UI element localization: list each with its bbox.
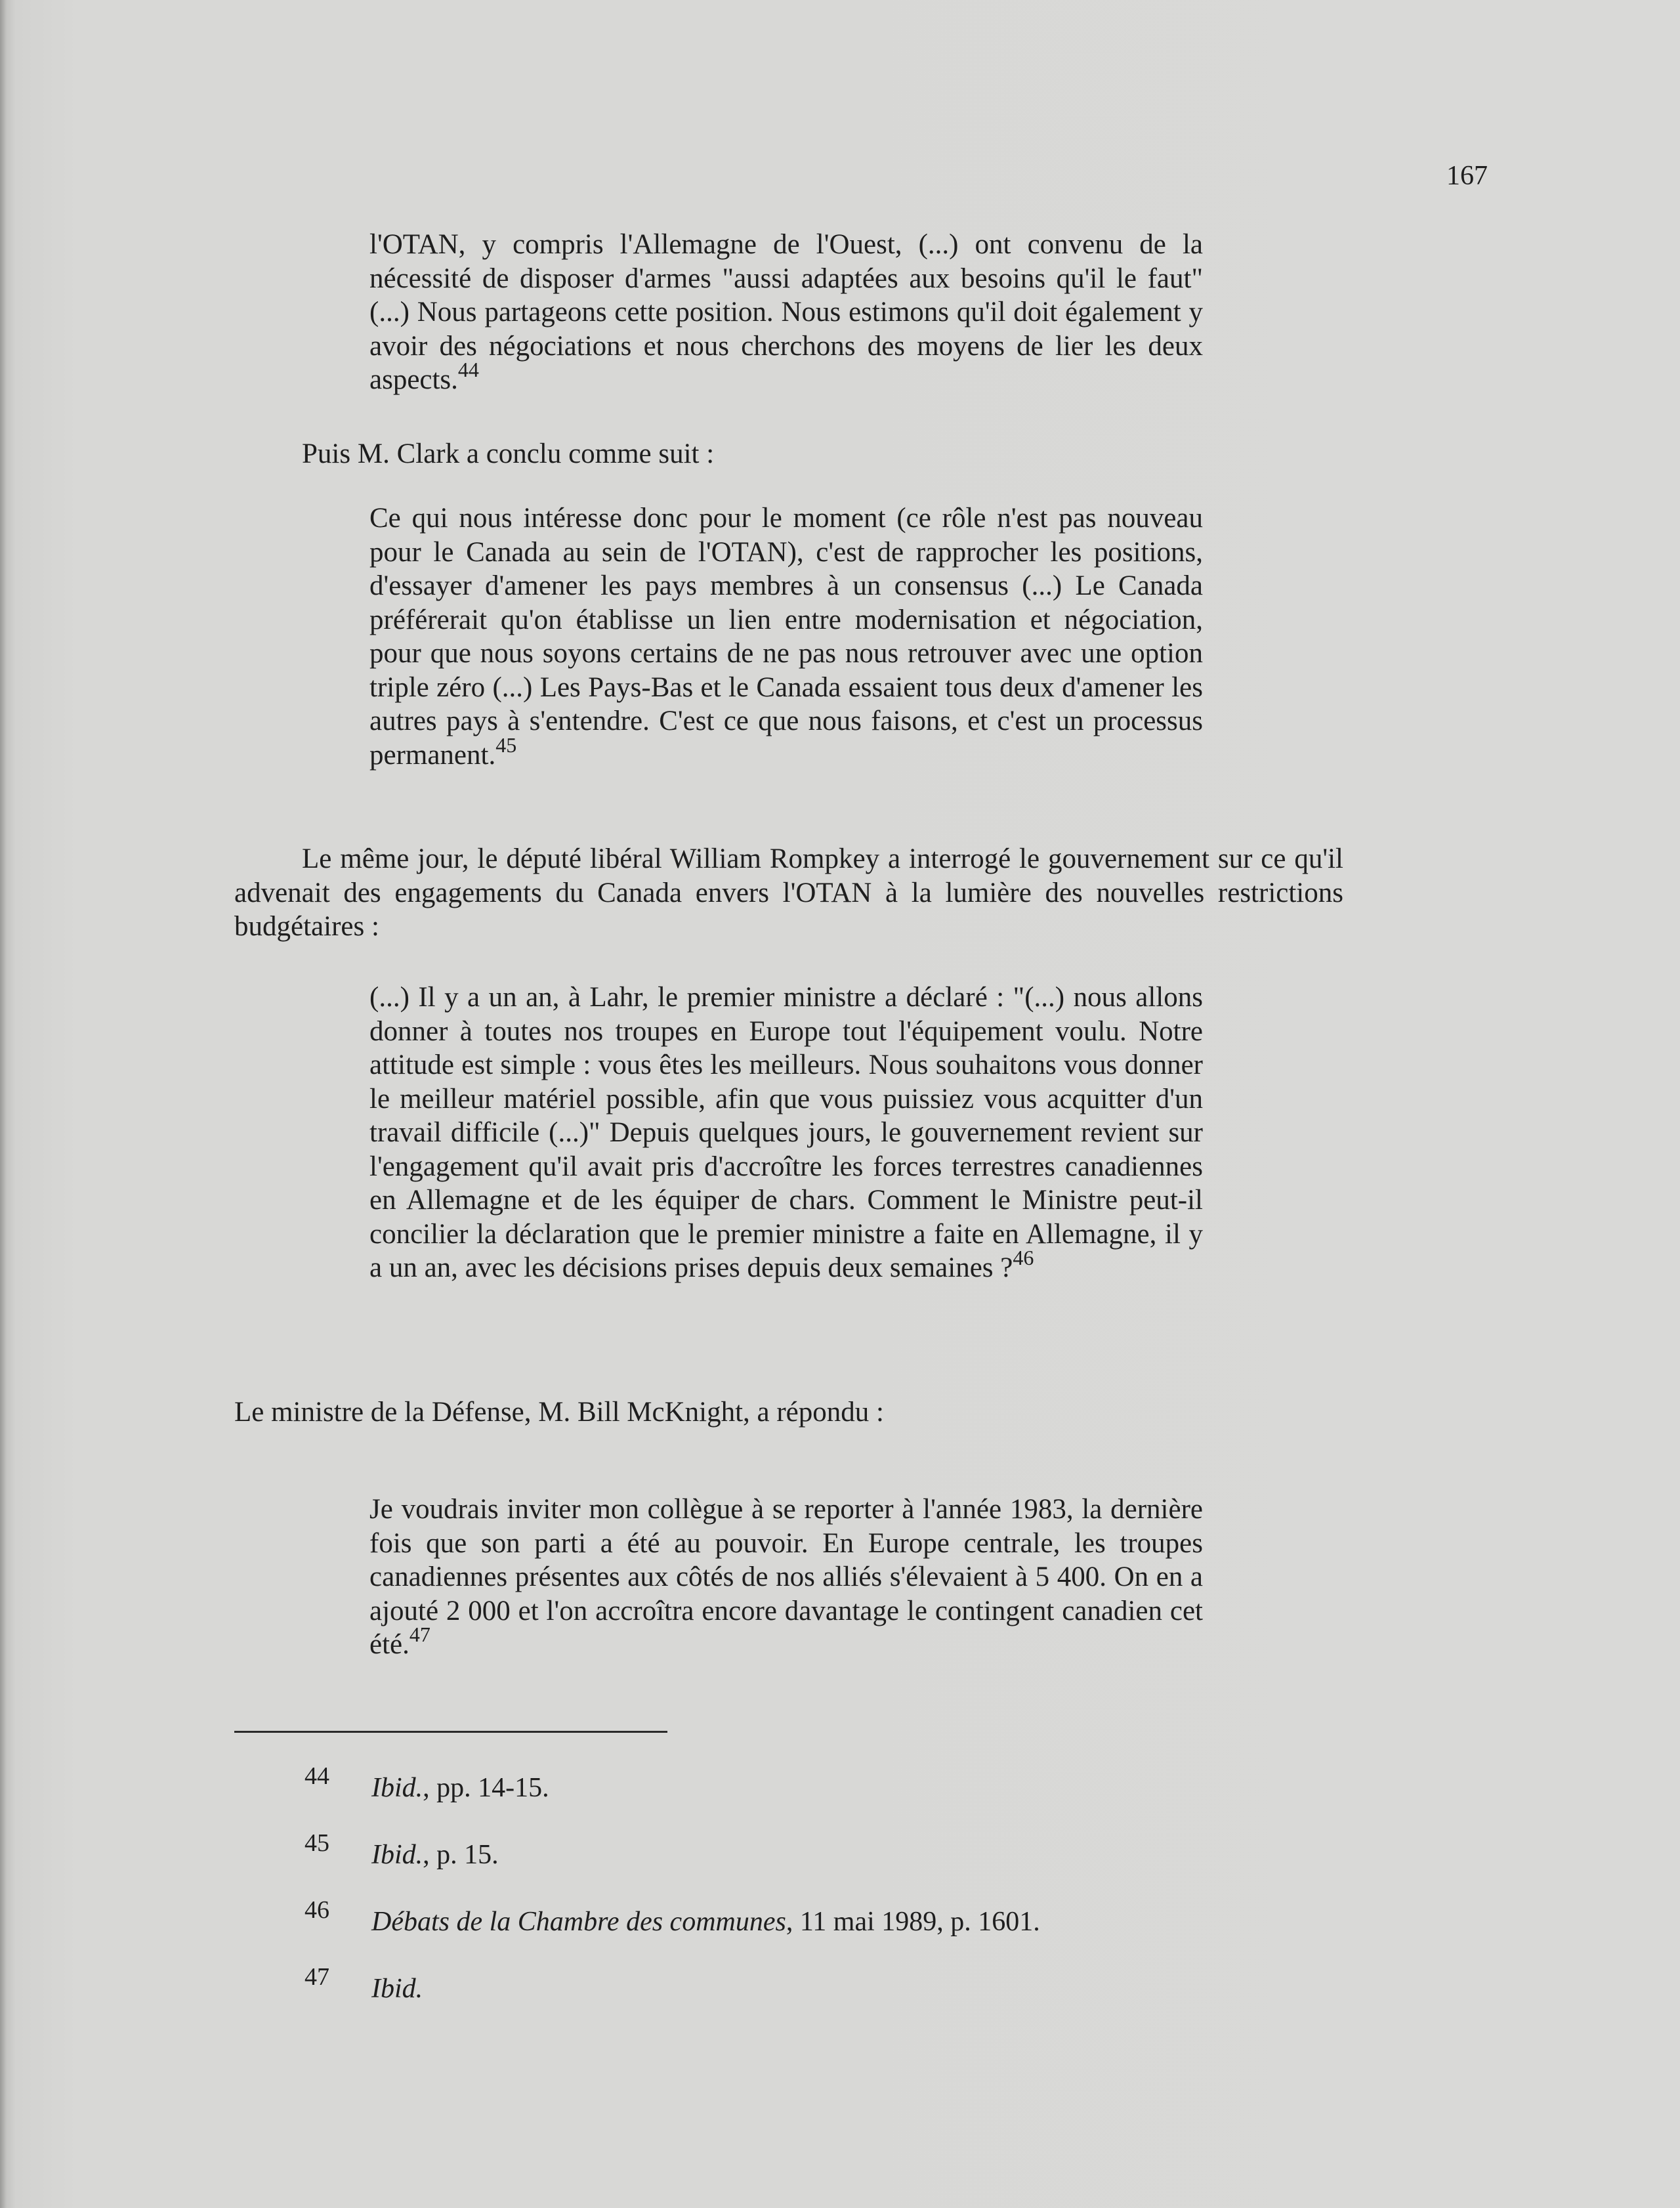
footnote-ref: 46 <box>1013 1246 1034 1269</box>
paragraph-rompkey <box>234 842 1343 944</box>
footnote-detail: , pp. 14-15. <box>423 1773 549 1803</box>
paragraph-clark-conclusion <box>234 437 1343 471</box>
footnote-source: Ibid. <box>371 1974 423 2004</box>
footnote-ref: 47 <box>409 1623 430 1646</box>
footnote-divider <box>234 1731 667 1733</box>
paragraph-text: Puis M. Clark a conclu comme suit : <box>302 438 715 469</box>
paragraph-mcknight <box>234 1395 1343 1430</box>
paragraph-text: Le même jour, le député libéral William Rompkey a interrogé le gouvernement sur ce qu'il advenait des engagements du Canada envers l'OTAN à la lumière des nouvelles restrictions budgétaires : <box>234 843 1343 942</box>
paragraph-text: Le ministre de la Défense, M. Bill McKnight, a répondu : <box>234 1397 884 1428</box>
quote-text: Ce qui nous intéresse donc pour le moment (ce rôle n'est pas nouveau pour le Canada au sein de l'OTAN), c'est de rapprocher les positions, d'essayer d'amener les pays membres à un consensus (...) Le Canada préférerait qu'on établisse un lien entre modernisation et négociation, pour que nous soyons certains de ne pas nous retrouver avec une option triple zéro (...) Les Pays-Bas et le Canada essaient tous deux d'amener les autres pays à s'entendre. C'est ce que nous faisons, et c'est un processus permanent. <box>369 503 1203 771</box>
footnote-ref: 44 <box>457 358 479 381</box>
quote-text: l'OTAN, y compris l'Allemagne de l'Ouest, (...) ont convenu de la nécessité de disposer d'armes "aussi adaptées aux besoins qu'il le faut" (...) Nous partageons cette position. Nous estimons qu'il doit également y avoir des négociations et nous cherchons des moyens de lier les deux aspects. <box>369 229 1203 395</box>
footnote-number: 45 <box>304 1829 329 1857</box>
quote-mcknight <box>369 1493 1203 1662</box>
quote-rompkey <box>369 981 1203 1285</box>
footnote-ref: 45 <box>495 732 517 757</box>
footnote-detail: , 11 mai 1989, p. 1601. <box>786 1907 1040 1937</box>
quote-text: Je voudrais inviter mon collègue à se reporter à l'année 1983, la dernière fois que son parti a été au pouvoir. En Europe centrale, les troupes canadiennes présentes aux côtés de nos alliés s'élevaient à 5 400. On en a ajouté 2 000 et l'on accroîtra encore davantage le contingent canadien cet été. <box>369 1494 1203 1660</box>
footnote-detail: , p. 15. <box>423 1840 499 1870</box>
footnote-source: Débats de la Chambre des communes <box>371 1907 786 1937</box>
footnote-number: 44 <box>304 1762 329 1790</box>
quote-text: (...) Il y a un an, à Lahr, le premier ministre a déclaré : "(...) nous allons donner à toutes nos troupes en Europe tout l'équipement voulu. Notre attitude est simple : vous êtes les meilleurs. Nous souhaitons vous donner le meilleur matériel possible, afin que vous puissiez vous acquitter d'un travail difficile (...)" Depuis quelques jours, le gouvernement revient sur l'engagement qu'il avait pris d'accroître les forces terrestres canadiennes en Allemagne et de les équiper de chars. Comment le Ministre peut-il concilier la déclaration que le premier ministre a faite en Allemagne, il y a un an, avec les décisions prises depuis deux semaines ? <box>369 982 1203 1283</box>
footnote-source: Ibid. <box>371 1840 423 1870</box>
footnote-number: 46 <box>304 1896 329 1924</box>
footnote-number: 47 <box>304 1963 329 1991</box>
footnote-source: Ibid. <box>371 1773 423 1803</box>
quote-clark-otan <box>369 228 1203 397</box>
page-number: 167 <box>1446 161 1488 191</box>
quote-clark-consensus <box>369 501 1203 772</box>
